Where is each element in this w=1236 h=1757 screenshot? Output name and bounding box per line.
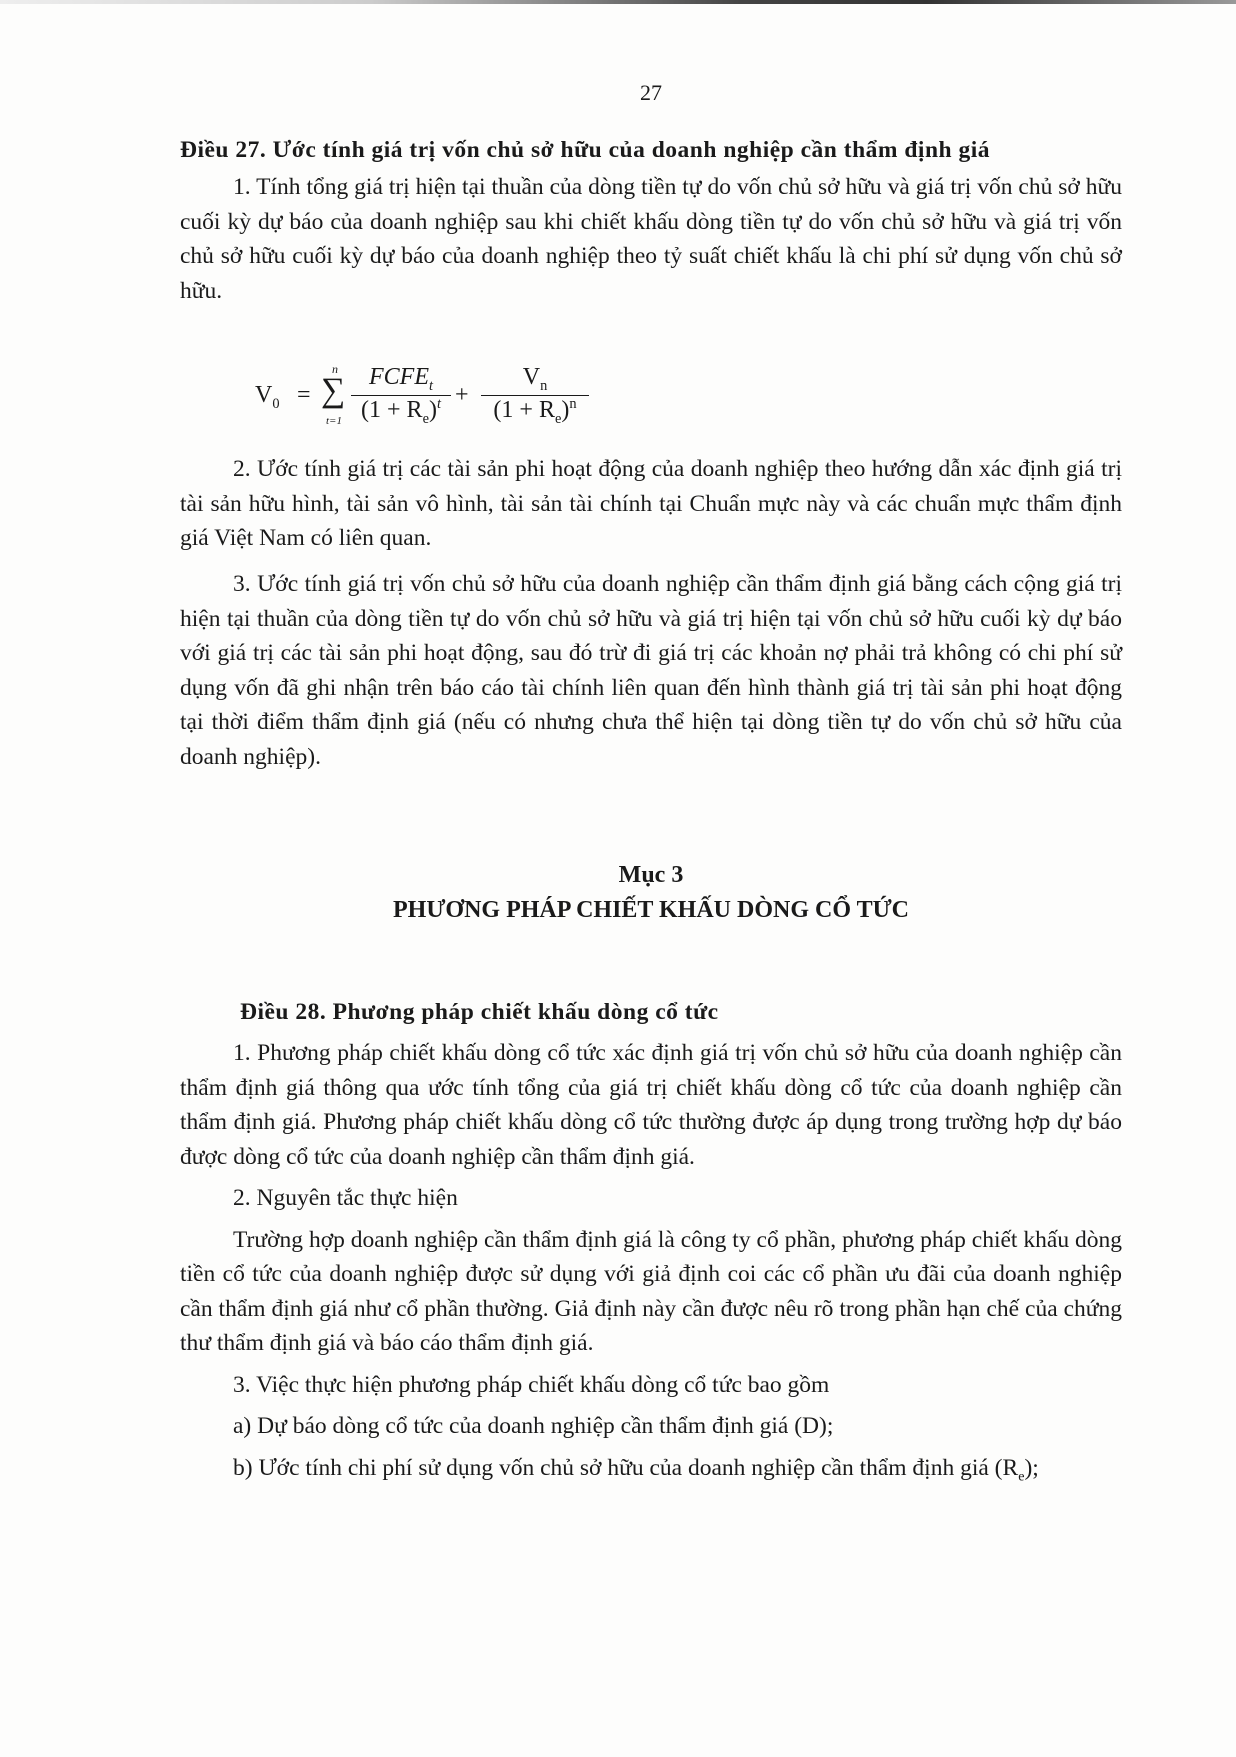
sum-lower-limit: t=1 <box>326 415 342 427</box>
article-28-para-2b: Trường hợp doanh nghiệp cần thẩm định giá là công ty cổ phần, phương pháp chiết khấu dòng tiền cổ tức của doanh nghiệp được sử dụng với giả định coi các cổ phần ưu đãi của doanh nghiệp cần thẩm định giá như cổ phần thường. Giả định này cần được nêu rõ trong phần hạn chế của chứng thư thẩm định giá và báo cáo thẩm định giá. <box>180 1226 1122 1356</box>
article-28-item-a: a) Dự báo dòng cổ tức của doanh nghiệp cần thẩm định giá (D); <box>233 1413 834 1439</box>
fraction-fcfe <box>351 364 451 428</box>
fcfe-numerator: $FCFE_t$ <box>351 364 451 396</box>
formula-equals: = <box>297 382 311 408</box>
terminal-denominator: $(1 + R_e)^n$ <box>493 395 577 427</box>
article-28-item-b: b) Ước tính chi phí sử dụng vốn chủ sở hữu của doanh nghiệp cần thẩm định giá $(R_e)$; <box>233 1454 1039 1485</box>
article-27 <box>180 133 1122 308</box>
terminal-numerator: $V_n$ <box>481 364 589 396</box>
page-number: 27 <box>640 80 662 105</box>
sum-upper-limit: n <box>332 362 338 376</box>
formula-plus: + <box>455 382 469 408</box>
scan-edge-shadow <box>0 0 1236 4</box>
article-27-para-2-block <box>180 452 1122 556</box>
article-27-para-3-block <box>180 567 1122 774</box>
section-heading <box>180 858 1122 928</box>
article-27-para-1: 1. Tính tổng giá trị hiện tại thuần của dòng tiền tự do vốn chủ sở hữu và giá trị vốn chủ sở hữu cuối kỳ dự báo của doanh nghiệp sau khi chiết khấu dòng tiền tự do vốn chủ sở hữu và giá trị vốn chủ sở hữu cuối kỳ dự báo của doanh nghiệp theo tỷ suất chiết khấu là chi phí sử dụng vốn chủ sở hữu. <box>180 174 1122 304</box>
article-28-para-1: 1. Phương pháp chiết khấu dòng cổ tức xác định giá trị vốn chủ sở hữu của doanh nghiệp cần thẩm định giá thông qua ước tính tổng của giá trị chiết khấu dòng cổ tức của doanh nghiệp cần thẩm định giá. Phương pháp chiết khấu dòng cổ tức thường được áp dụng trong trường hợp dự báo được dòng cổ tức của doanh nghiệp cần thẩm định giá. <box>180 1040 1122 1170</box>
article-28 <box>180 995 1122 1494</box>
section-label: Mục 3 <box>618 862 684 888</box>
article-27-para-3: 3. Ước tính giá trị vốn chủ sở hữu của doanh nghiệp cần thẩm định giá bằng cách cộng giá trị hiện tại thuần của dòng tiền tự do vốn chủ sở hữu và giá trị hiện tại vốn chủ sở hữu cuối kỳ dự báo với giá trị các tài sản phi hoạt động, sau đó trừ đi giá trị các khoản nợ phải trả không có chi phí sử dụng vốn đã ghi nhận trên báo cáo tài chính liên quan đến hình thành giá trị tài sản phi hoạt động tại thời điểm thẩm định giá (nếu có nhưng chưa thể hiện tại dòng tiền tự do vốn chủ sở hữu của doanh nghiệp). <box>180 571 1122 770</box>
section-title: PHƯƠNG PHÁP CHIẾT KHẤU DÒNG CỔ TỨC <box>392 897 910 923</box>
article-27-title: Điều 27. Ước tính giá trị vốn chủ sở hữu của doanh nghiệp cần thẩm định giá <box>180 137 990 163</box>
fraction-terminal <box>481 364 589 428</box>
article-27-para-2: 2. Ước tính giá trị các tài sản phi hoạt động của doanh nghiệp theo hướng dẫn xác định giá trị tài sản hữu hình, tài sản vô hình, tài sản tài chính tại Chuẩn mực này và các chuẩn mực thẩm định giá Việt Nam có liên quan. <box>180 456 1122 551</box>
article-28-title: Điều 28. Phương pháp chiết khấu dòng cổ tức <box>240 999 719 1025</box>
fcfe-denominator: $(1 + R_e)^t$ <box>361 395 441 427</box>
formula-lhs: $V_0$ <box>255 382 280 412</box>
article-28-para-3: 3. Việc thực hiện phương pháp chiết khấu dòng cổ tức bao gồm <box>233 1371 830 1398</box>
article-28-para-2: 2. Nguyên tắc thực hiện <box>233 1185 458 1211</box>
sum-symbol: ∑ <box>321 372 346 409</box>
valuation-formula <box>255 360 675 440</box>
